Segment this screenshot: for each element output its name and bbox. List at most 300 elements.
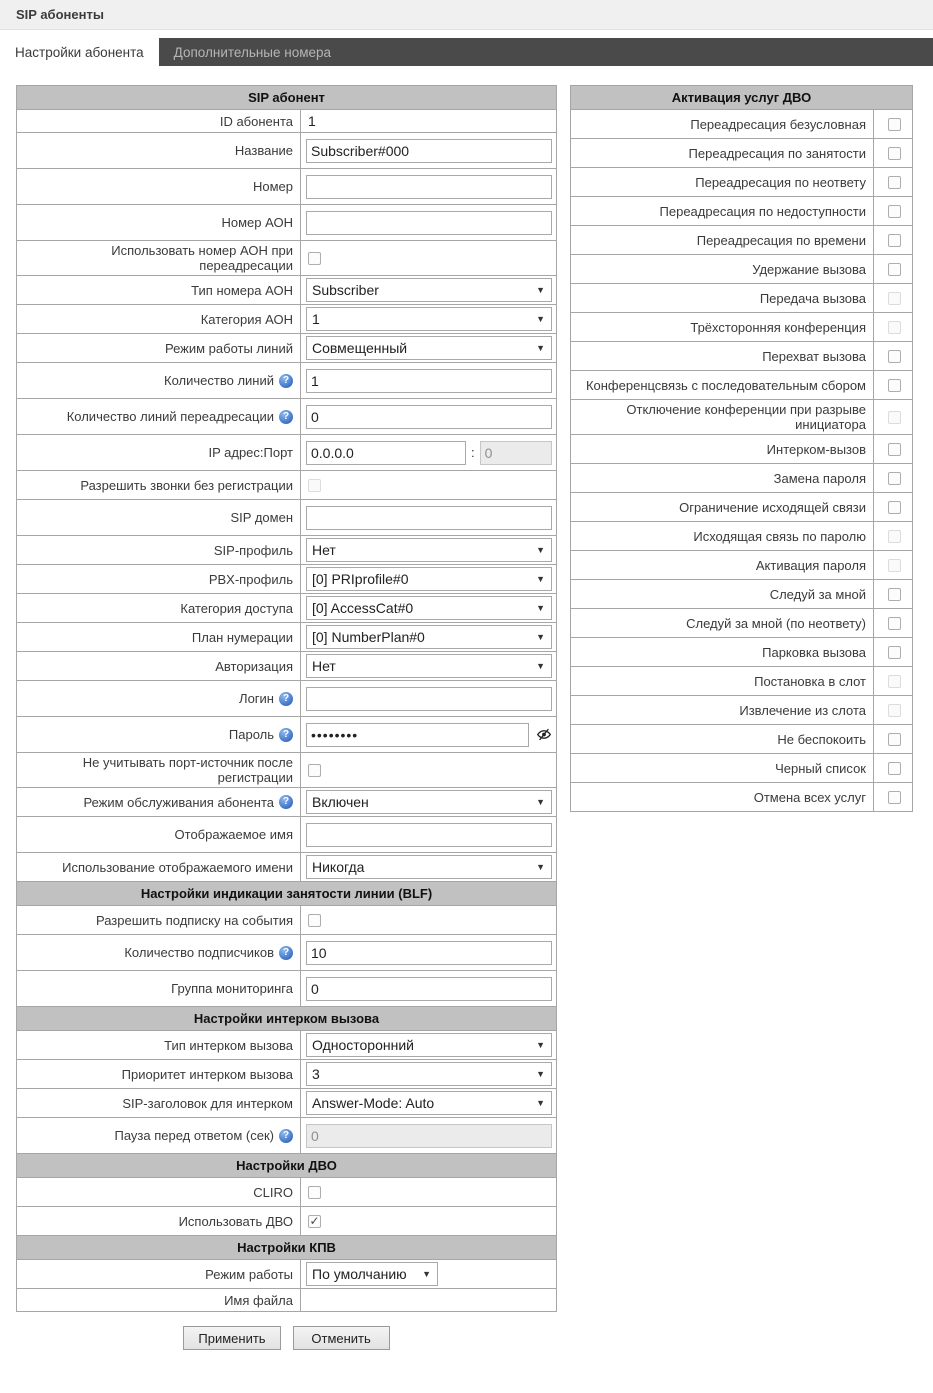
field-control-number: [301, 169, 556, 204]
field-row-caller-id-type: [16, 275, 557, 305]
field-control-subscriber-name: [301, 133, 556, 168]
display-name-usage-select[interactable]: [306, 855, 552, 879]
service-row-call-forwarding-time: [570, 225, 913, 255]
chevron-down-icon: ▼: [536, 603, 545, 613]
field-label: [17, 1118, 301, 1153]
field-label: [17, 753, 301, 787]
use-caller-id-on-forwarding-checkbox[interactable]: [308, 252, 321, 265]
field-label-text: Авторизация: [215, 658, 293, 674]
outgoing-call-restriction-checkbox[interactable]: [888, 501, 901, 514]
field-row-password: [16, 716, 557, 753]
tab-bar: [0, 38, 933, 66]
field-control-line-mode: [301, 334, 556, 362]
chevron-down-icon: ▼: [536, 1098, 545, 1108]
field-label: [17, 853, 301, 881]
conference-sequential-checkbox[interactable]: [888, 379, 901, 392]
field-label-text: Категория АОН: [200, 311, 293, 327]
service-label-text: Активация пароля: [755, 557, 866, 573]
form-actions: [16, 1326, 557, 1350]
field-label: [17, 363, 301, 398]
access-category-selected-value: [0] AccessCat#0: [312, 600, 414, 616]
service-checkbox-cell: [874, 580, 912, 608]
service-row-follow-me-no-answer: [570, 608, 913, 638]
service-label: [571, 371, 874, 399]
field-control-login: [301, 681, 556, 716]
field-row-intercom-call-priority: [16, 1059, 557, 1089]
allow-event-subscription-checkbox[interactable]: [308, 914, 321, 927]
field-row-numbering-plan: [16, 622, 557, 652]
service-label-text: Следуй за мной (по неответу): [686, 615, 866, 631]
field-row-ip-address-port: [16, 434, 557, 471]
pbx-profile-select[interactable]: [306, 567, 552, 591]
service-row-call-transfer: [570, 283, 913, 313]
service-row-password-change: [570, 463, 913, 493]
forwarding-line-count-input[interactable]: [306, 405, 552, 429]
service-row-follow-me: [570, 579, 913, 609]
chevron-down-icon: ▼: [536, 862, 545, 872]
field-label: [17, 594, 301, 622]
login-input[interactable]: [306, 687, 552, 711]
field-label-text: Номер: [252, 179, 293, 194]
service-row-call-forwarding-busy: [570, 138, 913, 168]
field-row-caller-id-category: [16, 304, 557, 334]
password-activation-checkbox: [888, 559, 901, 572]
service-checkbox-cell: [874, 139, 912, 167]
service-checkbox-cell: [874, 110, 912, 138]
service-label: [571, 580, 874, 608]
service-label: [571, 725, 874, 753]
service-checkbox-cell: [874, 725, 912, 753]
field-row-line-mode: [16, 333, 557, 363]
field-label-text: Количество линий переадресации: [66, 409, 274, 424]
caller-id-type-selected-value: Subscriber: [312, 282, 379, 298]
service-label-text: Постановка в слот: [754, 673, 866, 689]
service-label: [571, 313, 874, 341]
section-header-dvo-settings: Настройки ДВО: [16, 1153, 557, 1178]
chevron-down-icon: ▼: [536, 285, 545, 295]
field-label-text: Использовать номер АОН при переадресации: [111, 243, 293, 273]
work-mode-select[interactable]: [306, 1262, 438, 1286]
field-row-pbx-profile: [16, 564, 557, 594]
field-label-text: План нумерации: [191, 629, 293, 645]
field-row-display-name: [16, 816, 557, 853]
field-label: [17, 399, 301, 434]
subscriber-service-mode-select[interactable]: [306, 790, 552, 814]
caller-id-category-select[interactable]: [306, 307, 552, 331]
intercom-call-type-select[interactable]: [306, 1033, 552, 1057]
call-pickup-checkbox[interactable]: [888, 350, 901, 363]
field-label: [17, 565, 301, 593]
tab-additional-numbers[interactable]: Дополнительные номера: [173, 44, 332, 60]
service-label: [571, 551, 874, 579]
intercom-call-checkbox[interactable]: [888, 443, 901, 456]
field-label-text: Тип интерком вызова: [164, 1037, 293, 1053]
service-label: [571, 754, 874, 782]
field-label-text: CLIRO: [253, 1184, 293, 1200]
call-forwarding-unconditional-checkbox[interactable]: [888, 118, 901, 131]
field-label-text: Пауза перед ответом (сек): [114, 1128, 274, 1143]
field-label-text: SIP-заголовок для интерком: [122, 1095, 293, 1111]
call-transfer-checkbox: [888, 292, 901, 305]
service-row-slot-retrieve: [570, 695, 913, 725]
monitoring-group-input[interactable]: [306, 977, 552, 1001]
service-label-text: Интерком-вызов: [766, 441, 866, 457]
field-label-text: Пароль: [228, 727, 274, 742]
intercom-sip-header-selected-value: Answer-Mode: Auto: [312, 1095, 435, 1111]
service-label-text: Переадресация по неответу: [695, 174, 866, 190]
numbering-plan-selected-value: [0] NumberPlan#0: [312, 629, 425, 645]
service-checkbox-cell: [874, 638, 912, 666]
ignore-source-port-after-registration-checkbox[interactable]: [308, 764, 321, 777]
line-mode-select[interactable]: [306, 336, 552, 360]
field-control-pause-before-answer: [301, 1118, 556, 1153]
service-row-call-forwarding-no-answer: [570, 167, 913, 197]
service-label-text: Переадресация по времени: [696, 232, 866, 248]
field-control-forwarding-line-count: [301, 399, 556, 434]
do-not-disturb-checkbox[interactable]: [888, 733, 901, 746]
allow-calls-without-registration-checkbox: [308, 479, 321, 492]
service-label: [571, 342, 874, 370]
field-label-text: Использование отображаемого имени: [62, 859, 293, 875]
field-label: [17, 788, 301, 816]
follow-me-no-answer-checkbox[interactable]: [888, 617, 901, 630]
field-label-text: Разрешить подписку на события: [95, 912, 293, 928]
subscriber-name-input[interactable]: [306, 139, 552, 163]
authorization-select[interactable]: [306, 654, 552, 678]
field-row-allow-event-subscription: [16, 905, 557, 935]
field-label: [17, 471, 301, 499]
tab-bar-dark-strip: [159, 38, 933, 66]
field-row-number: [16, 168, 557, 205]
service-row-call-pickup: [570, 341, 913, 371]
field-row-sip-domain: [16, 499, 557, 536]
field-label-text: Группа мониторинга: [171, 981, 293, 996]
service-label: [571, 696, 874, 724]
help-icon[interactable]: ?: [279, 795, 293, 809]
call-park-checkbox[interactable]: [888, 646, 901, 659]
field-label: [17, 435, 301, 470]
service-row-conference-end-on-initiator-disconnect: [570, 399, 913, 435]
field-row-ignore-source-port-after-registration: [16, 752, 557, 788]
help-icon[interactable]: ?: [279, 374, 293, 388]
service-row-intercom-call: [570, 434, 913, 464]
service-label-text: Исходящая связь по паролю: [693, 528, 866, 544]
field-control-caller-id-number: [301, 205, 556, 240]
field-control-caller-id-category: [301, 305, 556, 333]
field-label: [17, 133, 301, 168]
field-label-text: Тип номера АОН: [191, 282, 293, 298]
field-label: [17, 334, 301, 362]
access-category-select[interactable]: [306, 596, 552, 620]
conference-end-on-initiator-disconnect-checkbox: [888, 411, 901, 424]
intercom-call-priority-select[interactable]: [306, 1062, 552, 1086]
cancel-all-services-checkbox[interactable]: [888, 791, 901, 804]
service-checkbox-cell: [874, 435, 912, 463]
port-input: [480, 441, 552, 465]
service-checkbox-cell: [874, 255, 912, 283]
field-control-allow-event-subscription: [301, 906, 556, 934]
service-row-cancel-all-services: [570, 782, 913, 812]
use-dvo-checkbox[interactable]: ✓: [309, 1214, 320, 1228]
field-label-text: Не учитывать порт-источник после регистрации: [82, 755, 293, 785]
service-label: [571, 435, 874, 463]
field-control-work-mode: [301, 1260, 556, 1288]
help-icon[interactable]: ?: [279, 946, 293, 960]
field-label-text: ID абонента: [219, 113, 293, 129]
field-label-text: Название: [234, 143, 293, 158]
service-checkbox-cell: [874, 371, 912, 399]
intercom-call-type-selected-value: Односторонний: [312, 1037, 414, 1053]
field-label: [17, 1089, 301, 1117]
service-checkbox-cell: [874, 522, 912, 550]
pbx-profile-selected-value: [0] PRIprofile#0: [312, 571, 409, 587]
slot-insert-checkbox: [888, 675, 901, 688]
sip-profile-selected-value: Нет: [312, 542, 336, 558]
field-row-cliro: [16, 1177, 557, 1207]
dvo-services-rows: [570, 109, 913, 812]
help-icon[interactable]: ?: [279, 1129, 293, 1143]
dvo-services-title: Активация услуг ДВО: [570, 85, 913, 110]
cancel-button[interactable]: Отменить: [293, 1326, 390, 1350]
field-label-text: Разрешить звонки без регистрации: [80, 477, 293, 493]
service-checkbox-cell: [874, 226, 912, 254]
field-control-password: [301, 717, 556, 752]
password-input[interactable]: [306, 723, 529, 747]
field-label: [17, 652, 301, 680]
cliro-checkbox[interactable]: [308, 1186, 321, 1199]
field-label: [17, 623, 301, 651]
service-checkbox-cell: [874, 696, 912, 724]
field-row-use-dvo: [16, 1206, 557, 1236]
toggle-password-visibility-icon[interactable]: [536, 727, 552, 742]
field-label-text: Количество подписчиков: [124, 945, 274, 960]
field-label: [17, 1060, 301, 1088]
help-icon[interactable]: ?: [279, 410, 293, 424]
field-label: [17, 1178, 301, 1206]
field-label: [17, 681, 301, 716]
field-row-subscriber-count: [16, 934, 557, 971]
field-label: [17, 817, 301, 852]
field-label: [17, 276, 301, 304]
field-control-ip-address-port: [301, 435, 556, 470]
display-name-input[interactable]: [306, 823, 552, 847]
chevron-down-icon: ▼: [536, 661, 545, 671]
chevron-down-icon: ▼: [422, 1269, 431, 1279]
field-label: [17, 305, 301, 333]
service-label: [571, 284, 874, 312]
field-label-text: PBX-профиль: [208, 571, 293, 587]
number-input[interactable]: [306, 175, 552, 199]
service-row-call-park: [570, 637, 913, 667]
work-mode-selected-value: По умолчанию: [312, 1266, 407, 1282]
field-control-sip-profile: [301, 536, 556, 564]
service-row-outgoing-call-by-password: [570, 521, 913, 551]
field-label: [17, 935, 301, 970]
service-label-text: Замена пароля: [773, 470, 866, 486]
service-label-text: Отмена всех услуг: [753, 789, 866, 805]
field-row-pause-before-answer: [16, 1117, 557, 1154]
numbering-plan-select[interactable]: [306, 625, 552, 649]
service-label-text: Черный список: [775, 760, 866, 776]
section-header-kpv-settings: Настройки КПВ: [16, 1235, 557, 1260]
service-label: [571, 493, 874, 521]
field-label: [17, 971, 301, 1006]
field-row-subscriber-id: [16, 109, 557, 133]
service-label-text: Отключение конференции при разрыве инициатора: [626, 402, 866, 432]
tab-subscriber-settings[interactable]: Настройки абонента: [0, 38, 159, 66]
service-checkbox-cell: [874, 609, 912, 637]
field-control-use-dvo: [301, 1207, 556, 1235]
chevron-down-icon: ▼: [536, 1069, 545, 1079]
subscriber-service-mode-selected-value: Включен: [312, 794, 369, 810]
follow-me-checkbox[interactable]: [888, 588, 901, 601]
field-label-text: Режим работы: [205, 1266, 293, 1282]
service-label: [571, 783, 874, 811]
field-control-caller-id-type: [301, 276, 556, 304]
field-row-forwarding-line-count: [16, 398, 557, 435]
subscriber-id-value: 1: [308, 113, 316, 129]
field-control-subscriber-count: [301, 935, 556, 970]
field-label: [17, 536, 301, 564]
service-row-call-forwarding-unconditional: [570, 109, 913, 139]
field-control-display-name: [301, 817, 556, 852]
service-checkbox-cell: [874, 754, 912, 782]
field-label: [17, 1207, 301, 1235]
field-label-text: Имя файла: [224, 1292, 293, 1308]
field-row-sip-profile: [16, 535, 557, 565]
field-row-access-category: [16, 593, 557, 623]
field-label-text: Номер АОН: [221, 215, 293, 230]
field-row-caller-id-number: [16, 204, 557, 241]
subscriber-form: [16, 86, 557, 1312]
service-checkbox-cell: [874, 667, 912, 695]
service-label: [571, 609, 874, 637]
field-control-intercom-call-type: [301, 1031, 556, 1059]
field-label: [17, 169, 301, 204]
caller-id-type-select[interactable]: [306, 278, 552, 302]
intercom-call-priority-selected-value: 3: [312, 1066, 320, 1082]
chevron-down-icon: ▼: [536, 343, 545, 353]
field-row-allow-calls-without-registration: [16, 470, 557, 500]
field-row-line-count: [16, 362, 557, 399]
field-label-text: Логин: [239, 691, 274, 706]
sip-domain-input[interactable]: [306, 506, 552, 530]
chevron-down-icon: ▼: [536, 314, 545, 324]
service-row-blacklist: [570, 753, 913, 783]
field-control-cliro: [301, 1178, 556, 1206]
field-label-text: Режим обслуживания абонента: [83, 794, 274, 810]
service-checkbox-cell: [874, 551, 912, 579]
subscriber-count-input[interactable]: [306, 941, 552, 965]
service-label-text: Не беспокоить: [777, 731, 866, 747]
service-label-text: Парковка вызова: [762, 644, 866, 660]
field-label-text: SIP домен: [230, 510, 293, 525]
line-mode-selected-value: Совмещенный: [312, 340, 408, 356]
service-label: [571, 255, 874, 283]
field-label: [17, 1031, 301, 1059]
field-row-login: [16, 680, 557, 717]
service-row-password-activation: [570, 550, 913, 580]
slot-retrieve-checkbox: [888, 704, 901, 717]
password-change-checkbox[interactable]: [888, 472, 901, 485]
ip-port-wrap: [306, 441, 552, 465]
service-label: [571, 400, 874, 434]
field-label-text: SIP-профиль: [213, 542, 293, 558]
field-label: [17, 241, 301, 275]
field-control-subscriber-id: [301, 110, 556, 132]
service-checkbox-cell: [874, 197, 912, 225]
field-label: [17, 1289, 301, 1311]
service-label-text: Переадресация по занятости: [688, 145, 866, 161]
three-way-conference-checkbox: [888, 321, 901, 334]
sip-profile-select[interactable]: [306, 538, 552, 562]
field-control-file-name: [301, 1289, 556, 1311]
chevron-down-icon: ▼: [536, 545, 545, 555]
caller-id-number-input[interactable]: [306, 211, 552, 235]
chevron-down-icon: ▼: [536, 797, 545, 807]
blacklist-checkbox[interactable]: [888, 762, 901, 775]
field-control-monitoring-group: [301, 971, 556, 1006]
ip-address-input[interactable]: [306, 441, 466, 465]
field-row-intercom-sip-header: [16, 1088, 557, 1118]
service-label-text: Передача вызова: [759, 290, 866, 306]
field-label-text: Приоритет интерком вызова: [121, 1066, 293, 1082]
call-forwarding-no-answer-checkbox[interactable]: [888, 176, 901, 189]
outgoing-call-by-password-checkbox: [888, 530, 901, 543]
call-hold-checkbox[interactable]: [888, 263, 901, 276]
service-row-conference-sequential: [570, 370, 913, 400]
field-label: [17, 906, 301, 934]
field-label-text: Использовать ДВО: [178, 1213, 293, 1229]
service-label-text: Перехват вызова: [762, 348, 866, 364]
field-label-text: Режим работы линий: [164, 340, 293, 356]
service-row-call-hold: [570, 254, 913, 284]
section-header-sip-subscriber: SIP абонент: [16, 85, 557, 110]
service-checkbox-cell: [874, 464, 912, 492]
service-checkbox-cell: [874, 342, 912, 370]
service-checkbox-cell: [874, 493, 912, 521]
help-icon[interactable]: ?: [279, 692, 293, 706]
service-checkbox-cell: [874, 168, 912, 196]
field-label-text: IP адрес:Порт: [208, 445, 293, 460]
service-label: [571, 139, 874, 167]
field-row-use-caller-id-on-forwarding: [16, 240, 557, 276]
field-row-subscriber-service-mode: [16, 787, 557, 817]
service-label: [571, 226, 874, 254]
field-label-text: Категория доступа: [180, 600, 293, 616]
main-content: [16, 86, 933, 1312]
field-control-numbering-plan: [301, 623, 556, 651]
section-header-blf-settings: Настройки индикации занятости линии (BLF): [16, 881, 557, 906]
pause-before-answer-input: [306, 1124, 552, 1148]
chevron-down-icon: ▼: [536, 574, 545, 584]
call-forwarding-busy-checkbox[interactable]: [888, 147, 901, 160]
help-icon[interactable]: ?: [279, 728, 293, 742]
call-forwarding-time-checkbox[interactable]: [888, 234, 901, 247]
field-control-allow-calls-without-registration: [301, 471, 556, 499]
field-control-display-name-usage: [301, 853, 556, 881]
call-forwarding-unavailable-checkbox[interactable]: [888, 205, 901, 218]
page-title: SIP абоненты: [0, 0, 933, 30]
chevron-down-icon: ▼: [536, 632, 545, 642]
line-count-input[interactable]: [306, 369, 552, 393]
intercom-sip-header-select[interactable]: [306, 1091, 552, 1115]
service-row-outgoing-call-restriction: [570, 492, 913, 522]
service-row-three-way-conference: [570, 312, 913, 342]
field-row-intercom-call-type: [16, 1030, 557, 1060]
apply-button[interactable]: Применить: [183, 1326, 280, 1350]
authorization-selected-value: Нет: [312, 658, 336, 674]
